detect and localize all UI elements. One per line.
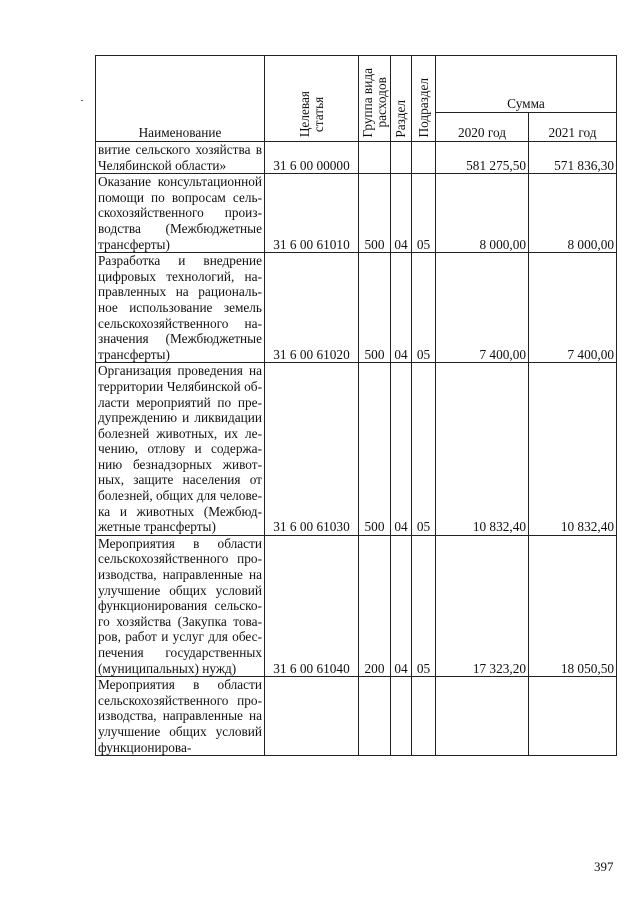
row-subsection bbox=[412, 142, 436, 174]
row-code: 31 6 00 61010 bbox=[265, 174, 359, 253]
row-section: 04 bbox=[391, 174, 412, 253]
header-expense-group: Группа вида расходов bbox=[359, 56, 391, 142]
header-section: Раздел bbox=[391, 56, 412, 142]
header-year-2021: 2021 год bbox=[529, 113, 617, 142]
row-section bbox=[391, 677, 412, 756]
row-name: витие сельского хозяйства в Челябинской области» bbox=[96, 142, 265, 174]
row-group bbox=[359, 142, 391, 174]
row-name: Оказание консультационной помощи по вопросам сельскохозяйственного производства (Межбюджетные трансферты) bbox=[96, 174, 265, 253]
header-name: Наименование bbox=[96, 56, 265, 142]
row-code: 31 6 00 00000 bbox=[265, 142, 359, 174]
row-subsection bbox=[412, 677, 436, 756]
row-subsection: 05 bbox=[412, 253, 436, 363]
row-sum-2021: 10 832,40 bbox=[529, 363, 617, 536]
row-sum-2021: 8 000,00 bbox=[529, 174, 617, 253]
row-sum-2020: 581 275,50 bbox=[436, 142, 529, 174]
budget-table bbox=[95, 55, 617, 756]
row-group bbox=[359, 677, 391, 756]
row-group: 500 bbox=[359, 363, 391, 536]
row-sum-2020: 17 323,20 bbox=[436, 535, 529, 676]
row-group: 500 bbox=[359, 174, 391, 253]
row-code: 31 6 00 61020 bbox=[265, 253, 359, 363]
row-sum-2021: 571 836,30 bbox=[529, 142, 617, 174]
row-name: Организация проведения на территории Челябинской области мероприятий по предупреждению и ликвидации болезней животных, их лечению, отлову и содержанию безнадзорных животных, защите населения от болезней, общих для человека и животных (Межбюджетные трансферты) bbox=[96, 363, 265, 536]
header-year-2020: 2020 год bbox=[436, 113, 529, 142]
row-group: 200 bbox=[359, 535, 391, 676]
table-row bbox=[96, 174, 617, 253]
row-code: 31 6 00 61040 bbox=[265, 535, 359, 676]
row-subsection: 05 bbox=[412, 174, 436, 253]
margin-mark bbox=[81, 100, 83, 101]
row-sum-2020: 10 832,40 bbox=[436, 363, 529, 536]
row-sum-2021: 7 400,00 bbox=[529, 253, 617, 363]
row-section: 04 bbox=[391, 535, 412, 676]
row-code: 31 6 00 61030 bbox=[265, 363, 359, 536]
row-section: 04 bbox=[391, 363, 412, 536]
table-row bbox=[96, 142, 617, 174]
table-row bbox=[96, 535, 617, 676]
row-subsection: 05 bbox=[412, 535, 436, 676]
page-number: 397 bbox=[594, 859, 614, 874]
row-group: 500 bbox=[359, 253, 391, 363]
table-row bbox=[96, 253, 617, 363]
row-name: Мероприятия в области сельскохозяйственного производства, направленные на улучшение общих условий функционирования сельского хозяйства (Закупка товаров, работ и услуг для обеспечения государственных (муниципальных) нужд) bbox=[96, 535, 265, 676]
header-target: Целевая статья bbox=[265, 56, 359, 142]
row-name: Разработка и внедрение цифровых технологий, направленных на рациональное использование земель сельскохозяйственного назначения (Межбюджетные трансферты) bbox=[96, 253, 265, 363]
row-sum-2021: 18 050,50 bbox=[529, 535, 617, 676]
row-name: Мероприятия в области сельскохозяйственного производства, направленные на улучшение общих условий функционирова- bbox=[96, 677, 265, 756]
row-sum-2020: 7 400,00 bbox=[436, 253, 529, 363]
row-section bbox=[391, 142, 412, 174]
row-section: 04 bbox=[391, 253, 412, 363]
header-sum: Сумма bbox=[436, 56, 617, 113]
table-header bbox=[96, 56, 617, 142]
row-sum-2020 bbox=[436, 677, 529, 756]
row-sum-2021 bbox=[529, 677, 617, 756]
row-sum-2020: 8 000,00 bbox=[436, 174, 529, 253]
table-row bbox=[96, 363, 617, 536]
header-subsection: Подраздел bbox=[412, 56, 436, 142]
table-row bbox=[96, 677, 617, 756]
row-subsection: 05 bbox=[412, 363, 436, 536]
row-code bbox=[265, 677, 359, 756]
